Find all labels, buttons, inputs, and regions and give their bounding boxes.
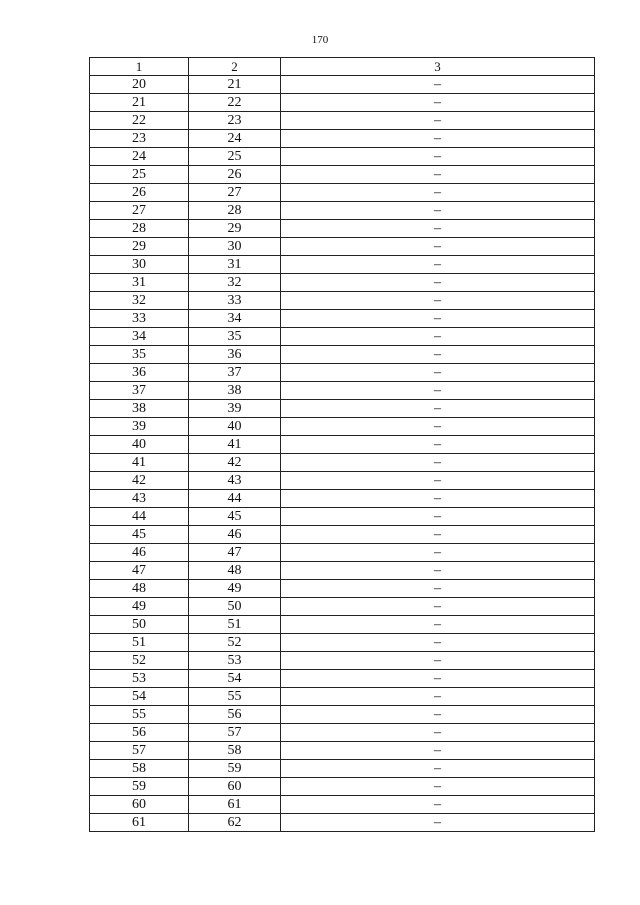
table-cell: 47: [90, 562, 189, 580]
table-cell: 45: [189, 508, 281, 526]
table-row: [90, 472, 595, 490]
table-cell: –: [281, 310, 595, 328]
table-cell: 39: [189, 400, 281, 418]
table-cell: 59: [90, 778, 189, 796]
table-cell: 23: [189, 112, 281, 130]
table-cell: 50: [90, 616, 189, 634]
table-cell: 32: [189, 274, 281, 292]
table-cell: 30: [189, 238, 281, 256]
table-body: [90, 76, 595, 832]
table-row: [90, 814, 595, 832]
table-row: [90, 436, 595, 454]
table-cell: –: [281, 580, 595, 598]
table-cell: –: [281, 742, 595, 760]
table-cell: –: [281, 526, 595, 544]
table-cell: 31: [189, 256, 281, 274]
table-cell: 34: [189, 310, 281, 328]
table-cell: 52: [90, 652, 189, 670]
table-cell: –: [281, 436, 595, 454]
table-cell: 28: [90, 220, 189, 238]
table-cell: 21: [90, 94, 189, 112]
table-cell: –: [281, 76, 595, 94]
table-cell: 48: [90, 580, 189, 598]
table-cell: 58: [90, 760, 189, 778]
table-cell: 60: [189, 778, 281, 796]
table-cell: –: [281, 202, 595, 220]
table-cell: –: [281, 148, 595, 166]
table-row: [90, 130, 595, 148]
table-cell: 21: [189, 76, 281, 94]
table-row: [90, 166, 595, 184]
table-row: [90, 220, 595, 238]
table-cell: 34: [90, 328, 189, 346]
table-cell: 56: [189, 706, 281, 724]
table-cell: 55: [189, 688, 281, 706]
table-cell: 29: [189, 220, 281, 238]
table-row: [90, 508, 595, 526]
header-row: [90, 58, 595, 76]
table-row: [90, 706, 595, 724]
table-row: [90, 148, 595, 166]
table-cell: –: [281, 220, 595, 238]
table-row: [90, 562, 595, 580]
table-cell: 24: [189, 130, 281, 148]
table-cell: 44: [90, 508, 189, 526]
table-row: [90, 238, 595, 256]
table-cell: 36: [189, 346, 281, 364]
table-row: [90, 400, 595, 418]
table-row: [90, 544, 595, 562]
table-row: [90, 202, 595, 220]
table-row: [90, 382, 595, 400]
table-cell: 22: [189, 94, 281, 112]
table-cell: 37: [90, 382, 189, 400]
table-cell: –: [281, 490, 595, 508]
table-cell: 27: [189, 184, 281, 202]
table-cell: 42: [189, 454, 281, 472]
table-cell: 33: [189, 292, 281, 310]
table-cell: 49: [189, 580, 281, 598]
table-cell: 37: [189, 364, 281, 382]
table-cell: 38: [189, 382, 281, 400]
table-row: [90, 94, 595, 112]
table-cell: 45: [90, 526, 189, 544]
table-cell: –: [281, 796, 595, 814]
table-cell: 61: [189, 796, 281, 814]
table-cell: 36: [90, 364, 189, 382]
table-cell: 52: [189, 634, 281, 652]
table-cell: –: [281, 274, 595, 292]
table-cell: 27: [90, 202, 189, 220]
table-cell: 20: [90, 76, 189, 94]
table-cell: –: [281, 400, 595, 418]
table-cell: –: [281, 562, 595, 580]
table-cell: 41: [90, 454, 189, 472]
table-cell: 25: [189, 148, 281, 166]
table-cell: 51: [90, 634, 189, 652]
table-row: [90, 328, 595, 346]
table-cell: –: [281, 328, 595, 346]
table-cell: 22: [90, 112, 189, 130]
table-cell: 35: [189, 328, 281, 346]
table-row: [90, 454, 595, 472]
table-row: [90, 652, 595, 670]
table-row: [90, 580, 595, 598]
table-cell: 58: [189, 742, 281, 760]
table-cell: 40: [90, 436, 189, 454]
table-cell: –: [281, 778, 595, 796]
table-row: [90, 256, 595, 274]
table-cell: 39: [90, 418, 189, 436]
table-cell: –: [281, 634, 595, 652]
table-cell: 24: [90, 148, 189, 166]
table-cell: 59: [189, 760, 281, 778]
table-cell: 23: [90, 130, 189, 148]
table-cell: 49: [90, 598, 189, 616]
table-cell: 43: [90, 490, 189, 508]
table-cell: 33: [90, 310, 189, 328]
table-row: [90, 76, 595, 94]
table-cell: –: [281, 814, 595, 832]
table-cell: 61: [90, 814, 189, 832]
page-number: 170: [311, 34, 329, 46]
table-cell: 29: [90, 238, 189, 256]
table-cell: 47: [189, 544, 281, 562]
table-cell: –: [281, 688, 595, 706]
table-row: [90, 490, 595, 508]
table-row: [90, 778, 595, 796]
table-cell: –: [281, 382, 595, 400]
table-row: [90, 688, 595, 706]
table-cell: 31: [90, 274, 189, 292]
table-row: [90, 184, 595, 202]
table-row: [90, 742, 595, 760]
table-cell: 57: [90, 742, 189, 760]
table-cell: –: [281, 130, 595, 148]
table-cell: –: [281, 652, 595, 670]
table-cell: 32: [90, 292, 189, 310]
table-cell: 41: [189, 436, 281, 454]
column-header-2: 2: [189, 58, 281, 76]
table-cell: 42: [90, 472, 189, 490]
table-cell: –: [281, 346, 595, 364]
table-row: [90, 598, 595, 616]
table-row: [90, 364, 595, 382]
table-cell: 28: [189, 202, 281, 220]
table-cell: 53: [90, 670, 189, 688]
table-row: [90, 724, 595, 742]
table-cell: 26: [189, 166, 281, 184]
table-cell: 54: [189, 670, 281, 688]
table-cell: –: [281, 598, 595, 616]
table-cell: 30: [90, 256, 189, 274]
table-cell: 44: [189, 490, 281, 508]
table-cell: 26: [90, 184, 189, 202]
table-cell: 48: [189, 562, 281, 580]
table-cell: –: [281, 544, 595, 562]
table-cell: 54: [90, 688, 189, 706]
table-cell: 62: [189, 814, 281, 832]
table-cell: 60: [90, 796, 189, 814]
table-row: [90, 112, 595, 130]
table-cell: –: [281, 238, 595, 256]
table-cell: 43: [189, 472, 281, 490]
table-cell: –: [281, 292, 595, 310]
table-row: [90, 796, 595, 814]
table-row: [90, 418, 595, 436]
table-row: [90, 292, 595, 310]
table-cell: –: [281, 706, 595, 724]
table-cell: 51: [189, 616, 281, 634]
table-cell: –: [281, 724, 595, 742]
column-header-1: 1: [90, 58, 189, 76]
table-cell: –: [281, 760, 595, 778]
table-cell: 46: [90, 544, 189, 562]
table-cell: 56: [90, 724, 189, 742]
table-cell: –: [281, 256, 595, 274]
table-cell: –: [281, 472, 595, 490]
table-row: [90, 310, 595, 328]
table-cell: 46: [189, 526, 281, 544]
table-cell: –: [281, 184, 595, 202]
table-row: [90, 634, 595, 652]
table-cell: –: [281, 418, 595, 436]
table-cell: –: [281, 454, 595, 472]
table-row: [90, 616, 595, 634]
table-cell: –: [281, 670, 595, 688]
table-cell: 40: [189, 418, 281, 436]
table-cell: 50: [189, 598, 281, 616]
table-cell: 35: [90, 346, 189, 364]
table-cell: –: [281, 112, 595, 130]
column-header-3: 3: [281, 58, 595, 76]
table-row: [90, 274, 595, 292]
table-row: [90, 670, 595, 688]
table-cell: 55: [90, 706, 189, 724]
table-cell: –: [281, 364, 595, 382]
table-row: [90, 760, 595, 778]
table-cell: –: [281, 508, 595, 526]
table-cell: –: [281, 94, 595, 112]
table-row: [90, 526, 595, 544]
table-row: [90, 346, 595, 364]
table-cell: –: [281, 616, 595, 634]
table-cell: 38: [90, 400, 189, 418]
data-table: [89, 57, 595, 832]
table-cell: 57: [189, 724, 281, 742]
table-cell: 25: [90, 166, 189, 184]
table-cell: –: [281, 166, 595, 184]
table-cell: 53: [189, 652, 281, 670]
